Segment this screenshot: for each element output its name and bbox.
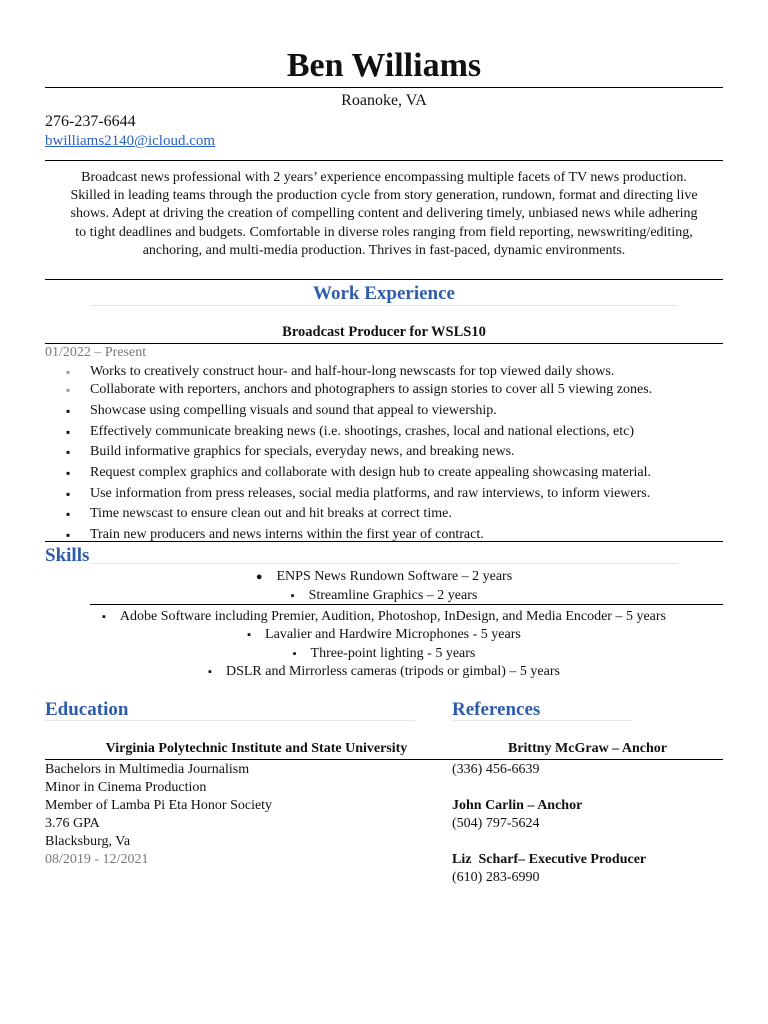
job-title: Broadcast Producer for WSLS10 <box>282 324 486 340</box>
work-bullet: ▪ Collaborate with reporters, anchors and photographers to assign stories to cover all 5 viewing zones. <box>90 381 652 399</box>
work-bullet: ▪ Request complex graphics and collaborate with design hub to create appealing showcasing material. <box>90 464 651 482</box>
education-dates: 08/2019 - 12/2021 <box>45 852 149 867</box>
skill-text: Lavalier and Hardwire Microphones - 5 years <box>265 627 521 642</box>
education-line: 3.76 GPA <box>45 816 100 831</box>
contact-divider <box>45 160 723 161</box>
education-heading-underline <box>45 720 415 721</box>
skills-heading-underline <box>90 563 678 564</box>
skill-text: DSLR and Mirrorless cameras (tripods or gimbal) – 5 years <box>225 664 560 679</box>
references-heading-underline <box>452 720 632 721</box>
bullet-icon: ● <box>255 571 263 583</box>
job-divider <box>45 343 723 344</box>
education-line: Minor in Cinema Production <box>45 780 207 795</box>
skills-divider <box>45 541 723 542</box>
work-bullet: ▪ Time newscast to ensure clean out and hit breaks at correct time. <box>90 505 452 523</box>
phone-number: 276-237-6644 <box>45 113 136 130</box>
bullet-icon: ▪ <box>292 648 297 660</box>
reference-phone: (336) 456-6639 <box>452 762 540 777</box>
work-bullet: ▪ Train new producers and news interns within the first year of contract. <box>90 526 484 544</box>
reference-name: John Carlin – Anchor <box>452 798 583 813</box>
work-bullet: ▪ Effectively communicate breaking news (i.e. shootings, crashes, local and national elections, etc) <box>90 423 634 441</box>
skill-text: ENPS News Rundown Software – 2 years <box>276 569 513 584</box>
reference-phone: (504) 797-5624 <box>452 816 540 831</box>
email-link[interactable]: bwilliams2140@icloud.com <box>45 133 216 149</box>
bullet-icon: ▪ <box>290 590 295 602</box>
work-heading-underline <box>90 305 678 306</box>
work-divider <box>45 279 723 280</box>
location: Roanoke, VA <box>341 92 427 109</box>
reference-phone: (610) 283-6990 <box>452 870 540 885</box>
reference-name: Liz Scharf– Executive Producer <box>452 852 647 867</box>
bullet-icon: ▪ <box>101 611 106 623</box>
candidate-name: Ben Williams <box>286 47 482 84</box>
education-line: Bachelors in Multimedia Journalism <box>45 762 250 777</box>
education-line: Blacksburg, Va <box>45 834 131 849</box>
skill-text: Streamline Graphics – 2 years <box>308 588 478 603</box>
skill-item <box>0 568 768 586</box>
skill-item <box>0 608 768 626</box>
skills-heading: Skills <box>45 545 90 566</box>
bullet-icon: ▪ <box>247 629 252 641</box>
header-divider <box>45 87 723 88</box>
skill-text: Adobe Software including Premier, Audition, Photoshop, InDesign, and Media Encoder – 5 years <box>119 609 667 624</box>
references-heading: References <box>452 699 541 720</box>
school-name: Virginia Polytechnic Institute and State University <box>105 741 408 756</box>
education-divider <box>45 759 723 760</box>
work-bullet: ▪ Build informative graphics for specials, everyday news, and breaking news. <box>90 443 515 461</box>
skills-sub-divider <box>90 604 723 605</box>
summary-line: to tight deadlines and budgets. Comfortable in diverse roles ranging from field reporting, newswriting/editing, <box>75 224 693 240</box>
work-experience-heading: Work Experience <box>313 283 455 304</box>
education-line: Member of Lamba Pi Eta Honor Society <box>45 798 273 813</box>
work-bullet: ▪ Use information from press releases, social media platforms, and raw interviews, to inform viewers. <box>90 485 650 503</box>
skill-item <box>0 626 768 644</box>
summary-line: shows. Adept at driving the creation of compelling content and delivering timely, unbiased news while adhering <box>70 206 698 222</box>
education-heading: Education <box>45 699 129 720</box>
summary-line: Broadcast news professional with 2 years’ experience encompassing multiple facets of TV news production. <box>81 170 687 185</box>
skill-item <box>0 663 768 681</box>
skill-item <box>0 645 768 663</box>
reference-name: Brittny McGraw – Anchor <box>507 741 668 756</box>
summary-line: anchoring, and multi-media production. Thrives in fast-paced, dynamic environments. <box>142 242 626 258</box>
skill-text: Three-point lighting - 5 years <box>310 646 476 661</box>
job-dates: 01/2022 – Present <box>45 345 147 360</box>
summary-line: Skilled in leading teams through the production cycle from story generation, rundown, format and directing live <box>70 188 698 204</box>
skill-item <box>0 587 768 605</box>
summary <box>45 169 723 260</box>
work-bullet: ▪ Works to creatively construct hour- and half-hour-long newscasts for top viewed daily shows. <box>90 363 614 381</box>
bullet-icon: ▪ <box>208 666 212 678</box>
work-bullet: ▪ Showcase using compelling visuals and sound that appeal to viewership. <box>90 402 497 420</box>
